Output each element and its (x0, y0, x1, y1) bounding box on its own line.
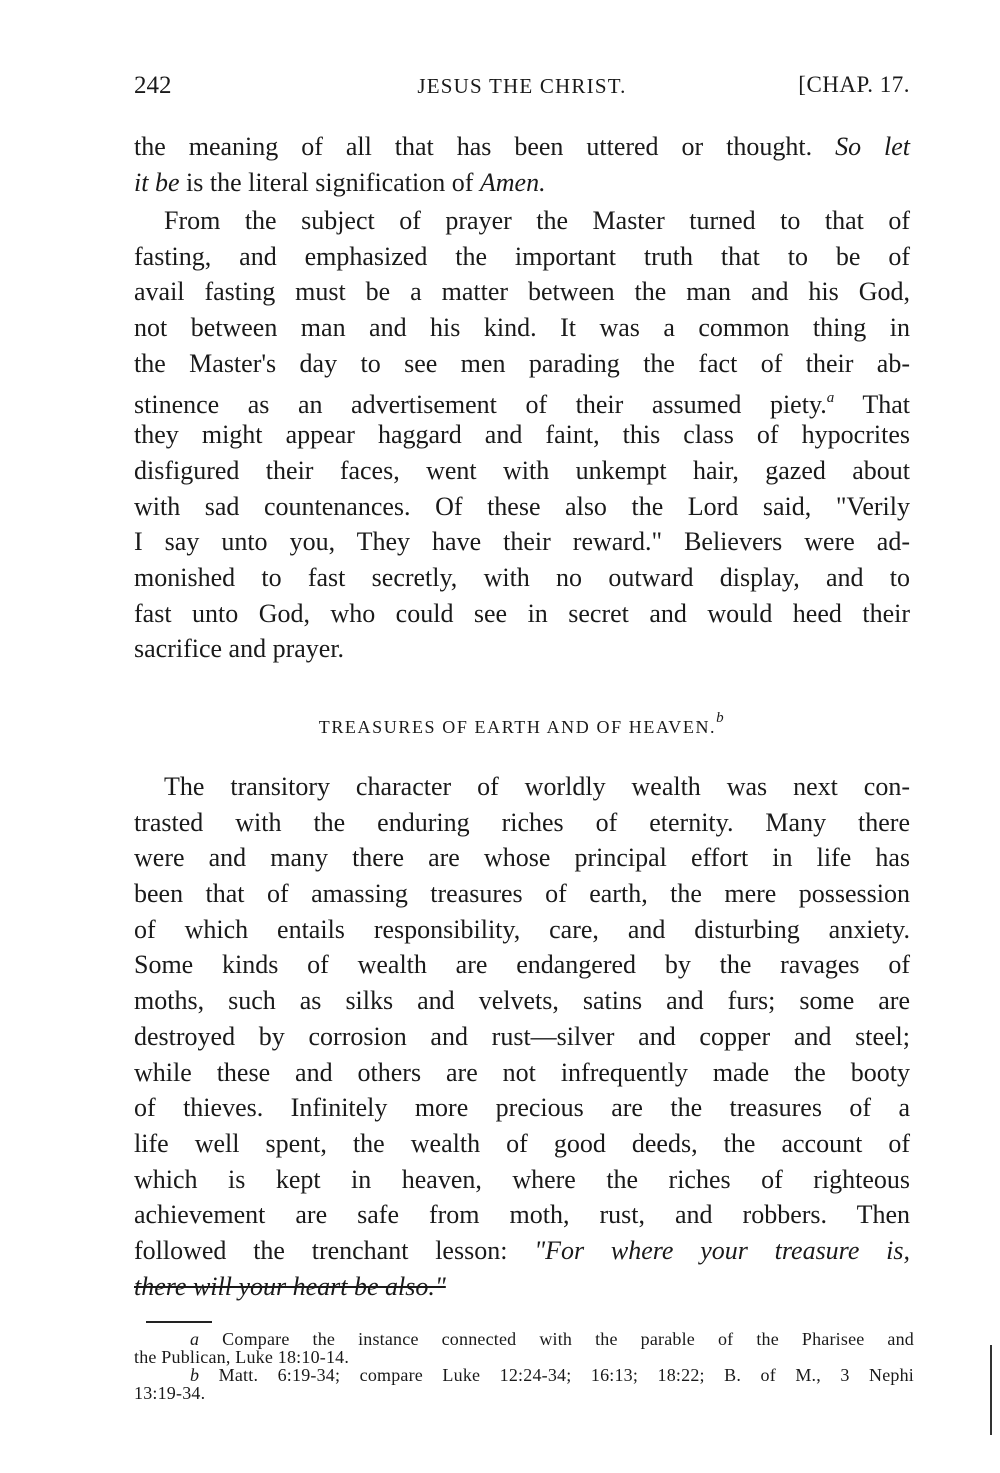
section-heading (134, 710, 910, 738)
footnote-marker: b (190, 1365, 200, 1385)
text-line: fasting, and emphasized the important truth that to be of (134, 241, 910, 271)
text-line: fast unto God, who could see in secret and would heed their (134, 598, 910, 628)
text-line: sacrifice and prayer. (134, 634, 345, 664)
footnote-b-cont: 13:19-34. (134, 1383, 206, 1403)
italic-text: it be (134, 167, 180, 197)
text-line (134, 1269, 910, 1305)
italic-text: Amen. (479, 167, 546, 197)
text-line (134, 1233, 910, 1269)
footnote-a-cont: the Publican, Luke 18:10-14. (134, 1347, 350, 1367)
text-line: avail fasting must be a matter between the man and his God, (134, 277, 910, 307)
paragraph-fasting (134, 203, 910, 667)
text-line: I say unto you, They have their reward." Believers were ad- (134, 527, 910, 557)
text-line: not between man and his kind. It was a common thing in (134, 313, 910, 343)
text-line: disfigured their faces, went with unkempt hair, gazed about (134, 455, 910, 485)
margin-scan-mark (990, 1345, 992, 1435)
footnote-rule (146, 1321, 212, 1323)
footnote-ref-b: b (716, 710, 726, 726)
text-line: they might appear haggard and faint, this class of hypocrites (134, 420, 910, 450)
footnote-b (134, 1366, 914, 1384)
text-line: The transitory character of worldly wealth was next con- (164, 772, 910, 801)
page-number: 242 (134, 72, 172, 99)
text-line: which is kept in heaven, where the riches of righteous (134, 1164, 910, 1194)
text-line: moths, such as silks and velvets, satins and furs; some are (134, 986, 910, 1016)
text-line: Some kinds of wealth are endangered by the ravages of (134, 950, 910, 980)
text-line (134, 165, 910, 201)
running-title: JESUS THE CHRIST. (417, 74, 627, 98)
text-line: trasted with the enduring riches of eternity. Many there (134, 807, 910, 837)
text-line: From the subject of prayer the Master turned to that of (164, 206, 910, 235)
text-line: the Master's day to see men parading the fact of their ab- (134, 348, 910, 378)
text-line: with sad countenances. Of these also the Lord said, "Verily (134, 491, 910, 521)
page-header (134, 72, 910, 106)
section-heading-text: TREASURES OF EARTH AND OF HEAVEN. (318, 717, 717, 737)
footnote-marker: a (190, 1329, 200, 1349)
paragraph-treasures (134, 769, 910, 1304)
text-line: destroyed by corrosion and rust—silver and copper and steel; (134, 1021, 910, 1051)
text-line: life well spent, the wealth of good deeds, the account of (134, 1128, 910, 1158)
footnote-text: Compare the instance connected with the parable of the Pharisee and (222, 1329, 914, 1349)
text-line: of thieves. Infinitely more precious are the treasures of a (134, 1093, 910, 1123)
text-run: stinence as an advertisement of their assumed piety. (134, 390, 827, 420)
paragraph-continuation (134, 129, 910, 200)
text-run: That (862, 390, 911, 420)
quotation-italic-struck: there will your heart be also." (134, 1271, 446, 1301)
text-run: the meaning of all that has been uttered or thought. (134, 132, 813, 161)
footnote-text: Matt. 6:19-34; compare Luke 12:24-34; 16:13; 18:22; B. of M., 3 Nephi (218, 1365, 915, 1385)
text-line: of which entails responsibility, care, and disturbing anxiety. (134, 914, 910, 944)
italic-text: So let (835, 132, 911, 161)
text-line (134, 129, 910, 165)
quotation-italic: "For where your treasure is, (534, 1235, 910, 1265)
text-run: followed the trenchant lesson: (134, 1235, 508, 1265)
footnote-ref-a: a (826, 390, 835, 407)
text-line: been that of amassing treasures of earth, the mere possession (134, 879, 910, 909)
text-run: is the literal signification of (186, 167, 474, 197)
chapter-label: [CHAP. 17. (798, 72, 910, 97)
text-line: were and many there are whose principal effort in life has (134, 843, 910, 873)
text-line: while these and others are not infrequently made the booty (134, 1057, 910, 1087)
footnotes (134, 1330, 914, 1402)
text-line: monished to fast secretly, with no outward display, and to (134, 562, 910, 592)
text-line: achievement are safe from moth, rust, and robbers. Then (134, 1200, 910, 1230)
text-line (134, 381, 911, 420)
footnote-a (134, 1330, 914, 1348)
